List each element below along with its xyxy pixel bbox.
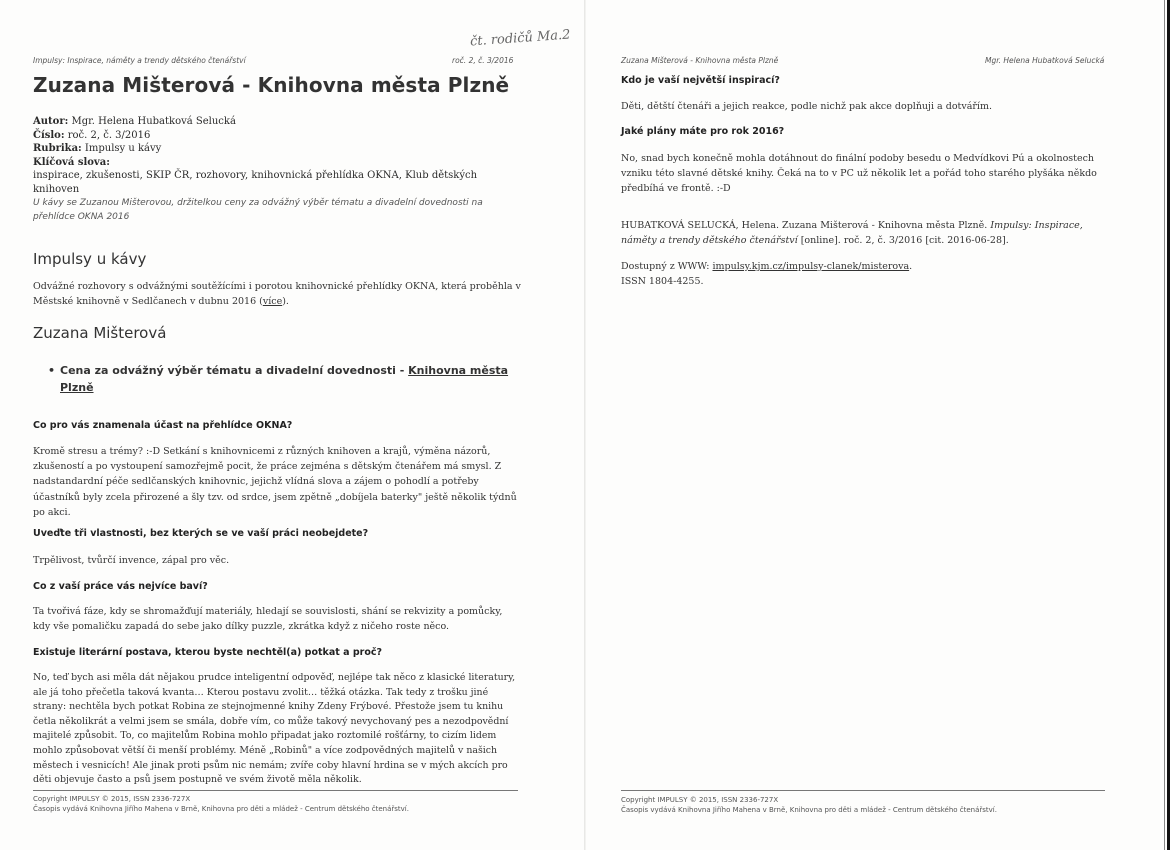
question-6: Jaké plány máte pro rok 2016? bbox=[621, 126, 785, 137]
section-heading-name: Zuzana Mišterová bbox=[33, 324, 167, 342]
bullet-dot-icon: • bbox=[48, 364, 56, 377]
question-1: Co pro vás znamenala účast na přehlídce OKNA? bbox=[33, 420, 293, 431]
available-label: Dostupný z WWW: bbox=[621, 261, 713, 272]
copyright-footer bbox=[33, 794, 409, 814]
section-intro-end: ). bbox=[282, 296, 289, 308]
handwritten-note: čt. rodičů Ma.2 bbox=[469, 27, 571, 50]
author-label: Autor: bbox=[33, 116, 69, 127]
answer-3: Ta tvořivá fáze, kdy se shromažďují materiály, hledají se souvislosti, shání se rekvizity a pomůcky, kdy vše pomaličku zapadá do sebe jako dílky puzzle, zkrátka když z ničeho roste něco. bbox=[33, 606, 503, 633]
issn-text: ISSN 1804-4255. bbox=[621, 276, 704, 288]
issue-value: roč. 2, č. 3/2016 bbox=[64, 129, 151, 141]
more-link[interactable]: více bbox=[262, 296, 283, 308]
copyright-line-2: Časopis vydává Knihovna Jiřího Mahena v Brně, Knihovna pro děti a mládež - Centrum dětského čtenářství. bbox=[33, 805, 409, 813]
available-end: . bbox=[909, 261, 913, 272]
copyright-line-2-right: Časopis vydává Knihovna Jiřího Mahena v Brně, Knihovna pro děti a mládež - Centrum dětského čtenářství. bbox=[621, 806, 997, 814]
footer-rule-right bbox=[621, 790, 1105, 791]
citation-end: [online]. roč. 2, č. 3/2016 [cit. 2016-06-28]. bbox=[797, 235, 1009, 247]
section-intro-text: Odvážné rozhovory s odvážnými soutěžícími i porotou knihovnické přehlídky OKNA, která proběhla v Městské knihovně v Sedlčanech v dubnu 2016 ( bbox=[33, 281, 521, 308]
article-intro: U kávy se Zuzanou Mišterovou, držitelkou ceny za odvážný výběr tématu a divadelní dovednosti na přehlídce OKNA 2016 bbox=[33, 198, 483, 222]
copyright-footer-right bbox=[621, 795, 997, 815]
section-value: Impulsy u kávy bbox=[81, 143, 162, 154]
article-url-link[interactable]: impulsy.kjm.cz/impulsy-clanek/misterova bbox=[712, 261, 910, 272]
award-bullet bbox=[48, 362, 535, 396]
award-text: Cena za odvážný výběr tématu a divadelní dovednosti - bbox=[60, 364, 409, 377]
citation bbox=[621, 218, 1111, 248]
copyright-line-1-right: Copyright IMPULSY © 2015, ISSN 2336-727X bbox=[621, 796, 779, 804]
right-page bbox=[585, 0, 1170, 850]
issue-label: Číslo: bbox=[33, 129, 65, 141]
citation-plain: HUBATKOVÁ SELUCKÁ, Helena. Zuzana Mišterová - Knihovna města Plzně. bbox=[621, 220, 991, 231]
section-label: Rubrika: bbox=[33, 143, 82, 154]
running-header-title: Zuzana Mišterová - Knihovna města Plzně bbox=[621, 56, 779, 65]
article-meta bbox=[33, 115, 513, 196]
answer-5: Děti, dětští čtenáři a jejich reakce, podle nichž pak akce doplňuji a dotvářím. bbox=[621, 101, 992, 112]
answer-6: No, snad bych konečně mohla dotáhnout do finální podoby besedu o Medvídkovi Pú a okolnostech vzniku této slavné dětské knihy. Čeká na to v PC už několik let a pořád toho starého plyšáka někdo předbíhá ve frontě. :-D bbox=[621, 153, 1097, 195]
author-value: Mgr. Helena Hubatková Selucká bbox=[68, 116, 236, 127]
keywords-label: Klíčová slova: bbox=[33, 156, 110, 168]
citation-journal: Impulsy: Inspirace, náměty a trendy dětského čtenářství bbox=[621, 220, 1083, 247]
answer-2: Trpělivost, tvůrčí invence, zápal pro věc. bbox=[33, 555, 230, 566]
running-header-author: Mgr. Helena Hubatková Selucká bbox=[985, 56, 1105, 65]
section-heading-impulsy: Impulsy u kávy bbox=[33, 250, 147, 268]
answer-1: Kromě stresu a trémy? :-D Setkání s knihovnicemi z různých knihoven a krajů, výměna názorů, zkušeností a po vystoupení samozřejmě pocit, že práce zejména s dětským čtenářem má smysl. Z nadstandardní péče sedlčanských knihovnic, jejichž vlídná slova a zájem o pohodlí a potřeby účastníků byly zcela přirozené a šly tzv. od srdce, jsem zpětně „dobíjela baterky" ještě několik týdnů po akci. bbox=[33, 446, 517, 518]
keywords-value: inspirace, zkušenosti, SKIP ČR, rozhovory, knihovnická přehlídka OKNA, Klub dětských knihoven bbox=[33, 170, 478, 195]
question-4: Existuje literární postava, kterou byste nechtěl(a) potkat a proč? bbox=[33, 647, 382, 658]
running-header-left: Impulsy: Inspirace, náměty a trendy dětského čtenářství bbox=[33, 56, 246, 65]
library-link[interactable]: Knihovna města Plzně bbox=[60, 364, 509, 394]
section-intro-paragraph bbox=[33, 279, 521, 309]
question-2: Uveďte tři vlastnosti, bez kterých se ve vaší práci neobejdete? bbox=[33, 528, 369, 539]
question-5: Kdo je vaší největší inspirací? bbox=[621, 75, 780, 86]
availability bbox=[621, 259, 1111, 289]
question-3: Co z vaší práce vás nejvíce baví? bbox=[33, 581, 208, 592]
copyright-line-1: Copyright IMPULSY © 2015, ISSN 2336-727X bbox=[33, 795, 191, 803]
answer-4: No, teď bych asi měla dát nějakou prudce inteligentní odpověď, nejlépe tak něco z klasické literatury, ale já toho přečetla taková kvanta… Kterou postavu zvolit… těžká otázka. Tak tedy z trošku jiné strany: nechtěla bych potkat Robina ze stejnojmenné knihy Zdeny Frýbové. Přestože jsem tu knihu četla několikrát a velmi jsem se smála, dobře vím, co může takový nevychovaný pes a nezodpovědní majitelé způsobit. To, co majitelům Robina mohlo připadat jako roztomilé rošťárny, to cizím lidem mohlo způsobovat větší či menší problémy. Méně „Robinů" a více zodpovědných majitelů v našich městech i vesnicích! Ale jinak proti psům nic nemám; zvíře coby hlavní hrdina se v mých akcích pro děti objevuje často a psů jsem postupně ve svém životě měla několik. bbox=[33, 672, 516, 786]
article-title: Zuzana Mišterová - Knihovna města Plzně bbox=[33, 73, 510, 97]
running-header-issue: roč. 2, č. 3/2016 bbox=[452, 56, 514, 65]
footer-rule bbox=[33, 790, 518, 791]
